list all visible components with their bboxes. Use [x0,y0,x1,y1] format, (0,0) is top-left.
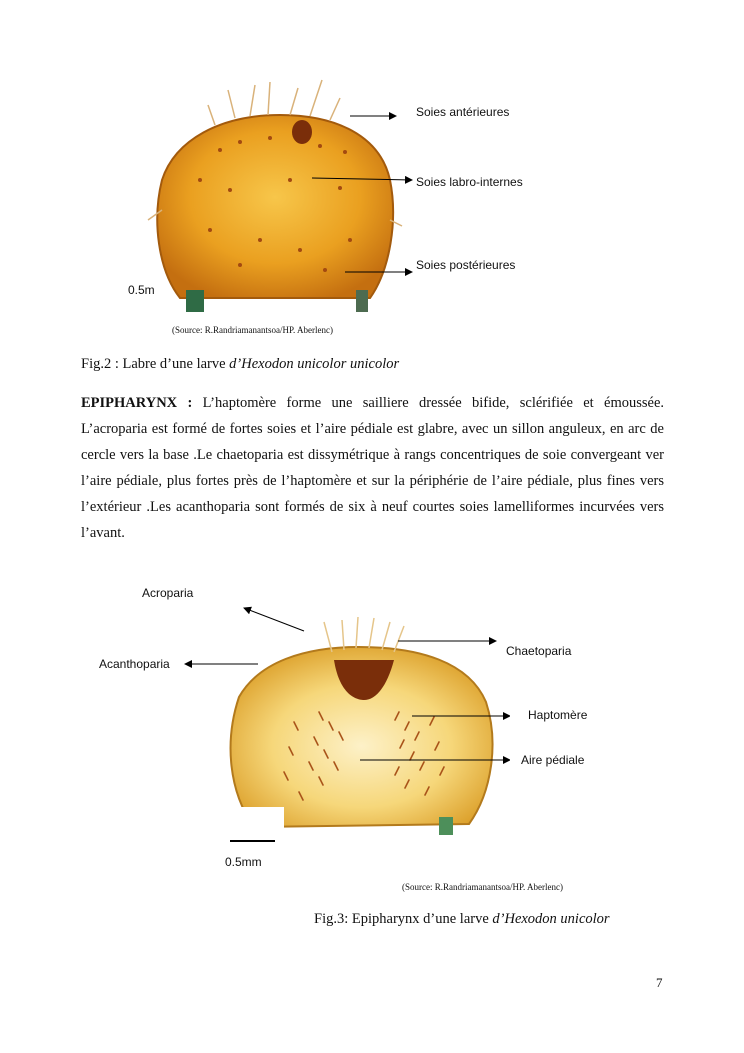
label-acroparia: Acroparia [142,586,194,600]
scale-bar [230,840,275,842]
figure-2-arrows [300,100,420,280]
epipharynx-paragraph [81,390,664,546]
label-aire-pediale: Aire pédiale [521,753,585,767]
scale-bar-label-3: 0.5mm [225,855,262,869]
figure-3-source: (Source: R.Randriamanantsoa/HP. Aberlenc) [402,882,563,892]
paragraph-heading: EPIPHARYNX : [81,395,193,411]
figure-2-source: (Source: R.Randriamanantsoa/HP. Aberlenc) [172,325,333,335]
label-soies-labro-internes: Soies labro-internes [416,175,523,189]
label-chaetoparia: Chaetoparia [506,644,572,658]
figure-3-arrows [180,600,510,770]
label-acanthoparia: Acanthoparia [99,657,170,671]
label-soies-anterieures: Soies antérieures [416,105,510,119]
label-haptomere: Haptomère [528,708,588,722]
figure-2-caption: Fig.2 : Labre d’une larve d’Hexodon unicolor unicolor [81,356,400,372]
scale-bar-label: 0.5m [128,283,155,297]
label-soies-posterieures: Soies postérieures [416,258,516,272]
figure-3-caption: Fig.3: Epipharynx d’une larve d’Hexodon unicolor [314,911,610,927]
page-number: 7 [656,975,663,990]
paragraph-body: L’haptomère forme une sailliere dressée bifide, sclérifiée et émoussée. L’acroparia est formé de fortes soies et l’aire pédiale est glabre, avec un sillon anguleux, en arc de cercle vers la base .Le chaetoparia est dissymétrique à rangs concentriques de soie convergeant ver l’aire pédiale, plus fortes près de l’haptomère et sur la périphérie de l’aire pédiale, plus fines vers l’extérieur .Les acanthoparia sont formés de six à neuf courtes soies lamelliformes incurvées vers l’avant. [81,395,665,541]
